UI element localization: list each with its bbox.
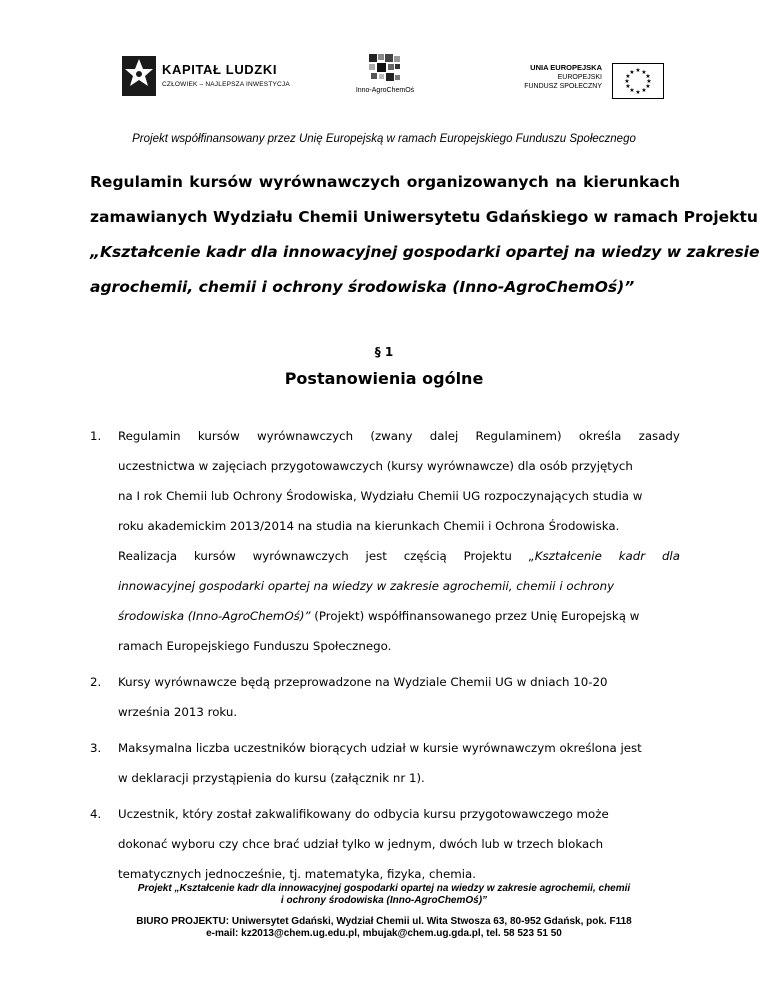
svg-text:★: ★ bbox=[629, 87, 635, 94]
item-fragment: (Projekt) współfinansowanego przez Unię Europejską w bbox=[310, 609, 640, 623]
item-line: w deklaracji przystąpienia do kursu (załącznik nr 1). bbox=[118, 771, 425, 785]
item-line bbox=[118, 601, 680, 631]
svg-text:★: ★ bbox=[624, 78, 630, 85]
item-line: roku akademickim 2013/2014 na studia na kierunkach Chemii i Ochrona Środowiska. bbox=[118, 519, 620, 533]
item-line: innowacyjnej gospodarki opartej na wiedzy w zakresie agrochemii, chemii i ochrony bbox=[118, 579, 615, 593]
item-word: „Kształcenie bbox=[528, 549, 602, 563]
eu-line-1: UNIA EUROPEJSKA bbox=[530, 63, 602, 72]
kapital-ludzki-logo bbox=[122, 52, 292, 100]
svg-text:★: ★ bbox=[645, 83, 651, 90]
item-word: jest bbox=[365, 549, 387, 563]
title-word: Regulamin bbox=[90, 173, 183, 191]
item-word: wyrównawczych bbox=[252, 549, 349, 563]
item-word: Realizacja bbox=[118, 549, 178, 563]
eu-line-2: EUROPEJSKI bbox=[557, 74, 602, 81]
svg-text:★: ★ bbox=[635, 67, 641, 74]
document-title bbox=[90, 168, 760, 308]
item-italic-fragment: środowiska (Inno-AgroChemOś)” bbox=[118, 609, 311, 623]
item-number: 3. bbox=[90, 741, 102, 755]
list-item bbox=[90, 799, 680, 889]
svg-text:★: ★ bbox=[635, 89, 641, 96]
item-word: kadr bbox=[618, 549, 646, 563]
title-word: kursów bbox=[189, 173, 253, 191]
svg-text:★: ★ bbox=[645, 73, 651, 80]
title-line-4: agrochemii, chemii i ochrony środowiska (Inno-AgroChemOś)” bbox=[90, 278, 635, 296]
list-item bbox=[90, 421, 680, 661]
item-line: na I rok Chemii lub Ochrony Środowiska, Wydziału Chemii UG rozpoczynających studia w bbox=[118, 489, 643, 503]
item-line: Maksymalna liczba uczestników biorących udział w kursie wyrównawczym określona jest bbox=[118, 741, 642, 755]
item-word: dla bbox=[661, 549, 680, 563]
item-line bbox=[118, 421, 680, 451]
inno-logo-label: Inno-AgroChemOś bbox=[355, 87, 415, 94]
inno-mosaic-icon bbox=[369, 54, 401, 84]
item-word: Projektu bbox=[463, 549, 512, 563]
item-word: częścią bbox=[403, 549, 447, 563]
kapital-ludzki-subtitle: CZŁOWIEK – NAJLEPSZA INWESTYCJA bbox=[162, 81, 290, 88]
list-item bbox=[90, 667, 680, 727]
item-word: kursów bbox=[193, 549, 236, 563]
eu-line-3: FUNDUSZ SPOŁECZNY bbox=[524, 83, 602, 90]
svg-text:★: ★ bbox=[625, 83, 631, 90]
item-word: (zwany bbox=[370, 429, 413, 443]
footer-project-line-1: Projekt „Kształcenie kadr dla innowacyjnej gospodarki opartej na wiedzy w zakresie agrochemii, chemii bbox=[137, 883, 631, 894]
item-line bbox=[118, 541, 680, 571]
item-word: kursów bbox=[197, 429, 240, 443]
svg-text:★: ★ bbox=[629, 69, 635, 76]
item-word: dalej bbox=[429, 429, 459, 443]
title-word: na bbox=[555, 173, 577, 191]
eu-flag-icon bbox=[612, 63, 664, 99]
svg-text:★: ★ bbox=[625, 73, 631, 80]
title-word: wyrównawczych bbox=[258, 173, 401, 191]
provisions-list bbox=[90, 421, 680, 895]
item-line: Kursy wyrównawcze będą przeprowadzone na Wydziale Chemii UG w dniach 10-20 bbox=[118, 675, 608, 689]
eu-logo bbox=[520, 63, 670, 101]
item-word: Regulamin bbox=[118, 429, 181, 443]
item-number: 4. bbox=[90, 807, 102, 821]
inno-agrochemos-logo bbox=[340, 52, 430, 102]
footer-office-address: BIURO PROJEKTU: Uniwersytet Gdański, Wydział Chemii ul. Wita Stwosza 63, 80-952 Gdańsk, pok. F118 bbox=[136, 916, 632, 927]
item-number: 1. bbox=[90, 429, 102, 443]
svg-text:★: ★ bbox=[646, 78, 652, 85]
title-line-3: „Kształcenie kadr dla innowacyjnej gospodarki opartej na wiedzy w zakresie bbox=[90, 243, 760, 261]
title-word: organizowanych bbox=[406, 173, 549, 191]
item-line: ramach Europejskiego Funduszu Społecznego. bbox=[118, 639, 392, 653]
footer-contact: e-mail: kz2013@chem.ug.edu.pl, mbujak@chem.ug.gda.pl, tel. 58 523 51 50 bbox=[206, 928, 562, 939]
item-word: Regulaminem) bbox=[475, 429, 562, 443]
kapital-ludzki-title: KAPITAŁ LUDZKI bbox=[162, 62, 278, 77]
page-footer bbox=[60, 883, 708, 940]
section-number: § 1 bbox=[374, 345, 394, 359]
item-line: Uczestnik, który został zakwalifikowany do odbycia kursu przygotowawczego może bbox=[118, 807, 609, 821]
title-line-1 bbox=[90, 168, 680, 203]
list-item bbox=[90, 733, 680, 793]
item-word: wyrównawczych bbox=[257, 429, 354, 443]
svg-text:★: ★ bbox=[641, 69, 647, 76]
item-number: 2. bbox=[90, 675, 102, 689]
item-word: określa bbox=[578, 429, 622, 443]
item-word: zasady bbox=[638, 429, 680, 443]
title-line-2: zamawianych Wydziału Chemii Uniwersytetu Gdańskiego w ramach Projektu bbox=[90, 208, 758, 226]
svg-text:★: ★ bbox=[641, 87, 647, 94]
title-word: kierunkach bbox=[583, 173, 680, 191]
item-line: września 2013 roku. bbox=[118, 705, 238, 719]
section-heading: Postanowienia ogólne bbox=[284, 369, 484, 388]
kapital-ludzki-emblem bbox=[122, 56, 156, 96]
item-line: dokonać wyboru czy chce brać udział tylko w jednym, dwóch lub w trzech blokach bbox=[118, 837, 604, 851]
footer-project-line-2: i ochrony środowiska (Inno-AgroChemOś)” bbox=[280, 895, 488, 906]
item-line: uczestnictwa w zajęciach przygotowawczych (kursy wyrównawcze) dla osób przyjętych bbox=[118, 459, 633, 473]
co-funded-note: Projekt współfinansowany przez Unię Europejską w ramach Europejskiego Funduszu Społecznego bbox=[132, 133, 636, 145]
item-line: tematycznych jednocześnie, tj. matematyka, fizyka, chemia. bbox=[118, 867, 476, 881]
eu-logo-text bbox=[520, 63, 602, 91]
